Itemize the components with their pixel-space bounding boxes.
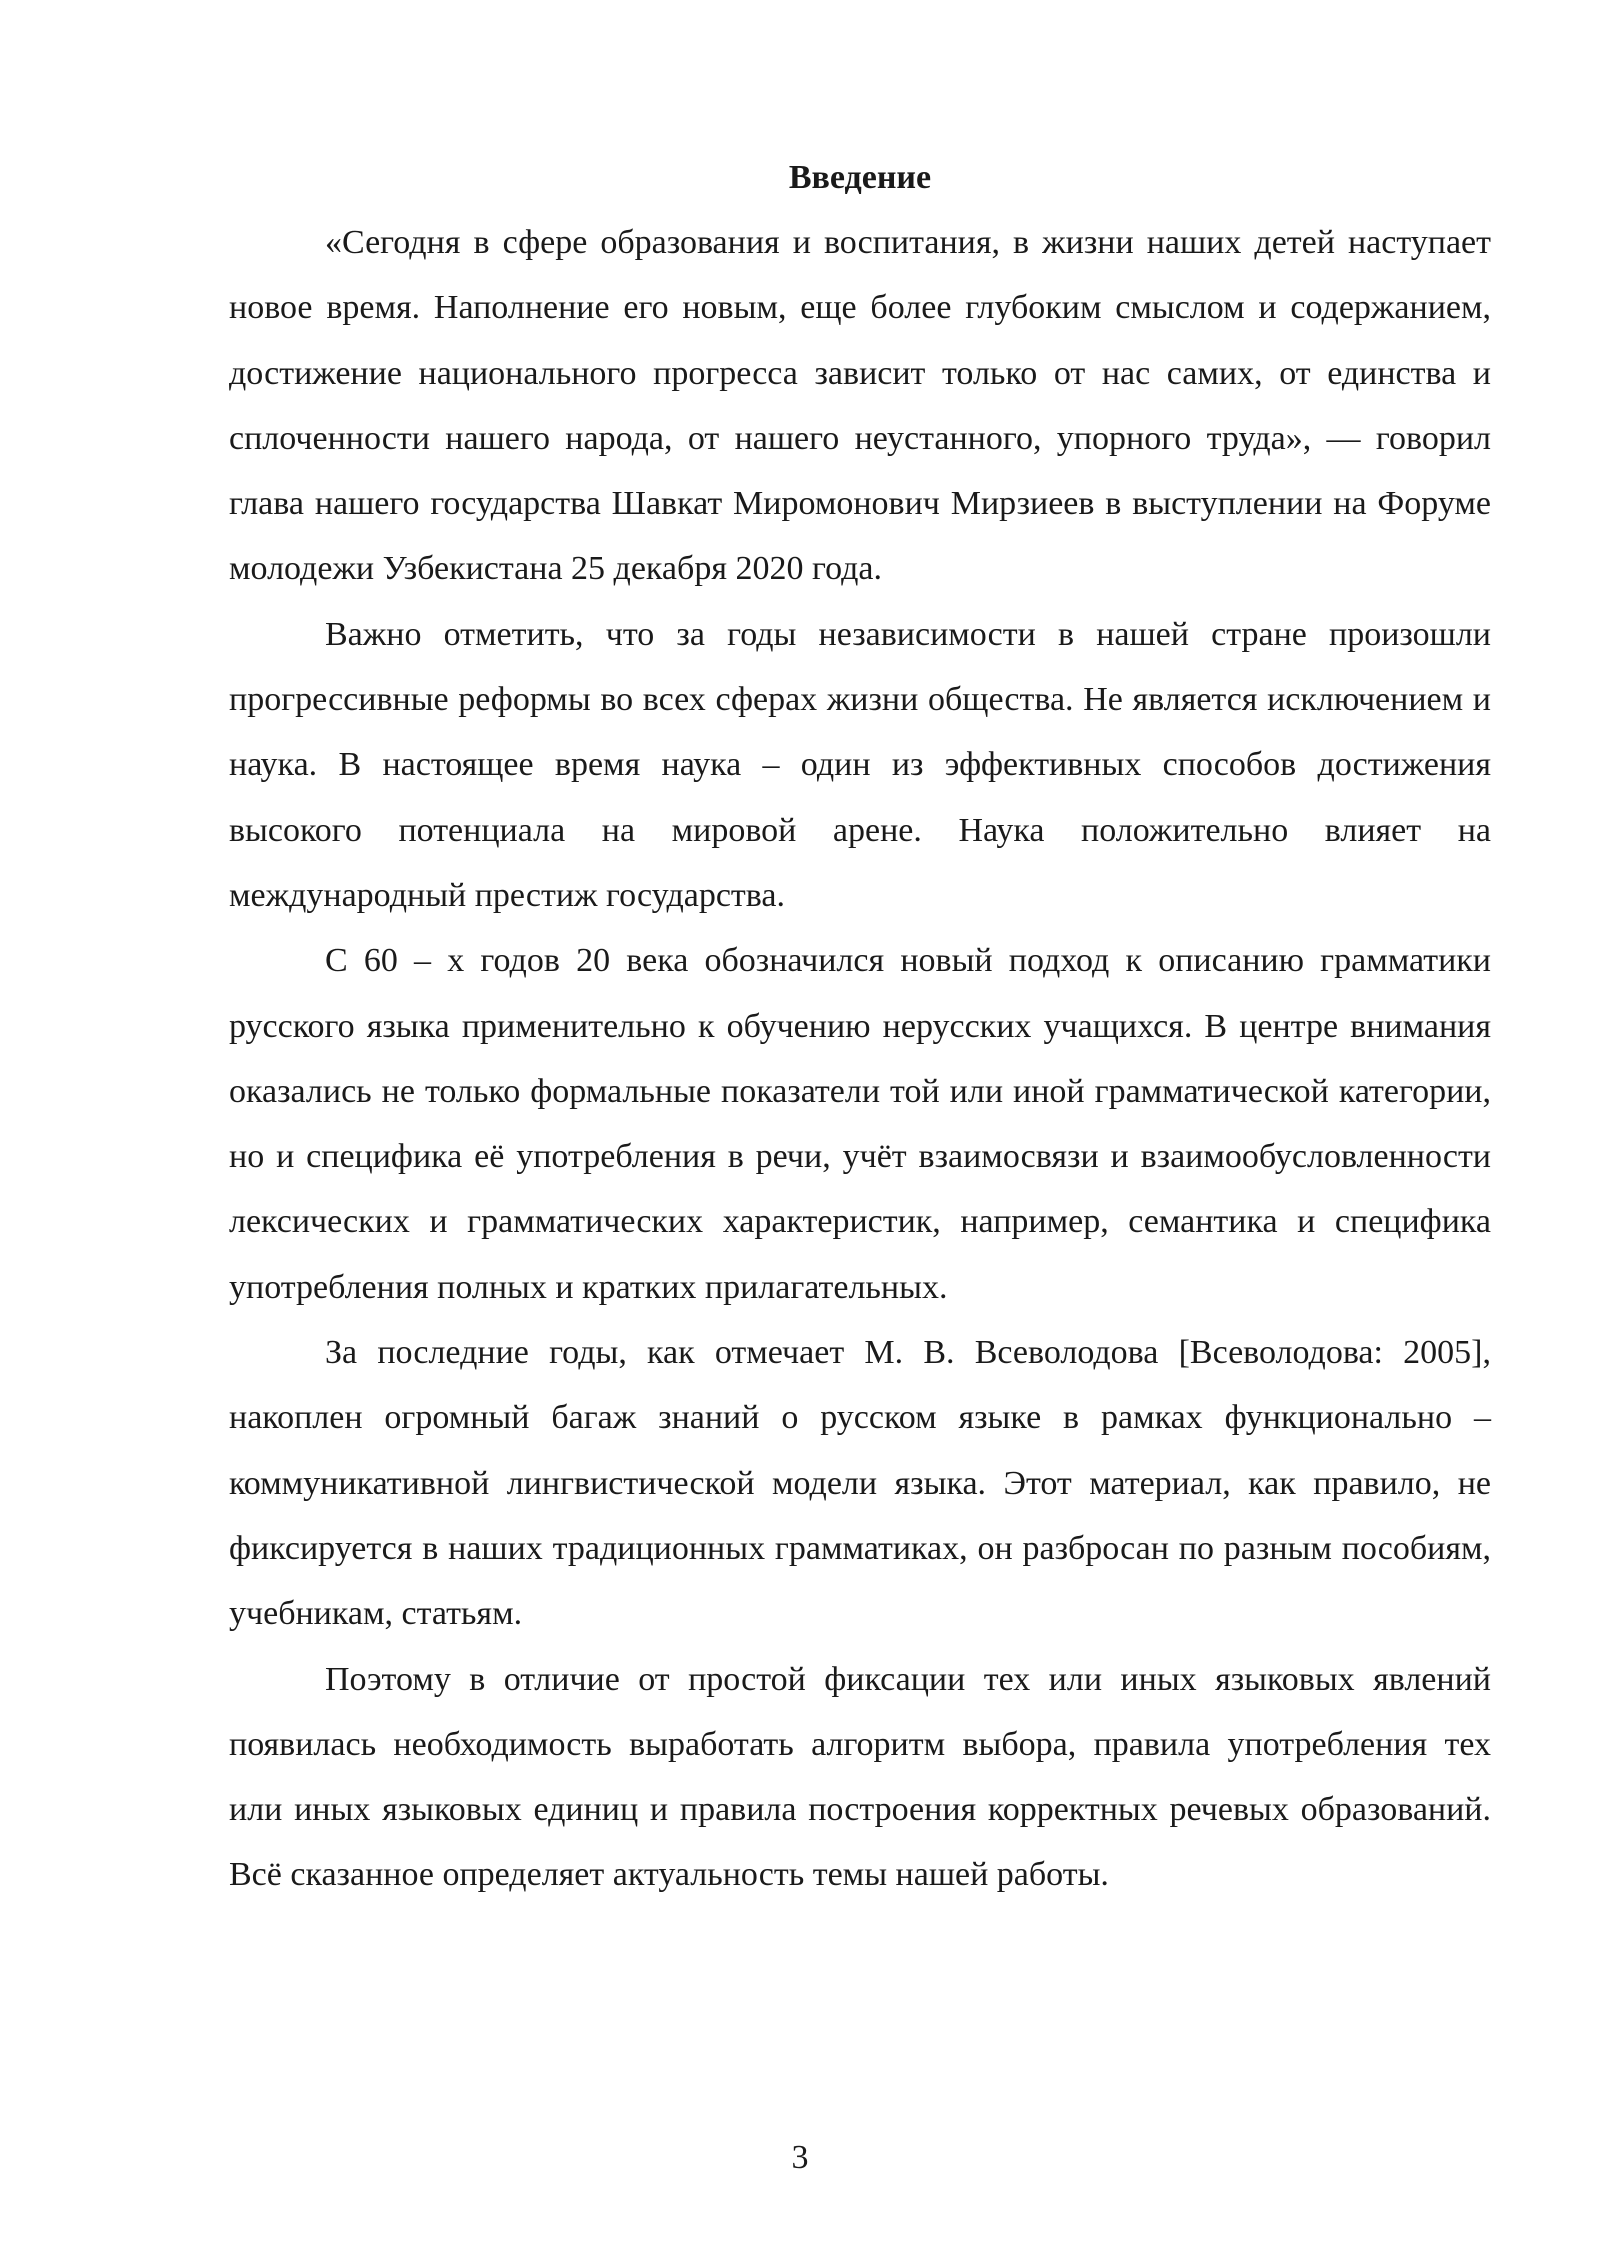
section-title: Введение <box>788 159 932 196</box>
paragraph-4: За последние годы, как отмечает М. В. Всеволодова [Всеволодова: 2005], накоплен огромный багаж знаний о русском языке в рамках функционально – коммуникативной лингвистической модели языка. Этот материал, как правило, не фиксируется в наших традиционных грамматиках, он разбросан по разным пособиям, учебникам, статьям. <box>229 1334 1491 1633</box>
paragraph-3: С 60 – х годов 20 века обозначился новый подход к описанию грамматики русского языка применительно к обучению нерусских учащихся. В центре внимания оказались не только формальные показатели той или иной грамматической категории, но и специфика её употребления в речи, учёт взаимосвязи и взаимообусловленности лексических и грамматических характеристик, например, семантика и специфика употребления полных и кратких прилагательных. <box>229 942 1491 1306</box>
paragraph-1: «Сегодня в сфере образования и воспитания, в жизни наших детей наступает новое время. Наполнение его новым, еще более глубоким смыслом и содержанием, достижение национального прогресса зависит только от нас самих, от единства и сплоченности нашего народа, от нашего неустанного, упорного труда», — говорил глава нашего государства Шавкат Миромонович Мирзиеев в выступлении на Форуме молодежи Узбекистана 25 декабря 2020 года. <box>229 224 1491 588</box>
paragraph-2: Важно отметить, что за годы независимости в нашей стране произошли прогрессивные реформы во всех сферах жизни общества. Не является исключением и наука. В настоящее время наука – один из эффективных способов достижения высокого потенциала на мировой арене. Наука положительно влияет на международный престиж государства. <box>229 615 1491 914</box>
paragraph-5: Поэтому в отличие от простой фиксации тех или иных языковых явлений появилась необходимость выработать алгоритм выбора, правила употребления тех или иных языковых единиц и правила построения корректных речевых образований. Всё сказанное определяет актуальность темы нашей работы. <box>229 1660 1491 1894</box>
text-area <box>229 145 1491 1908</box>
page-number: 3 <box>791 2139 809 2176</box>
